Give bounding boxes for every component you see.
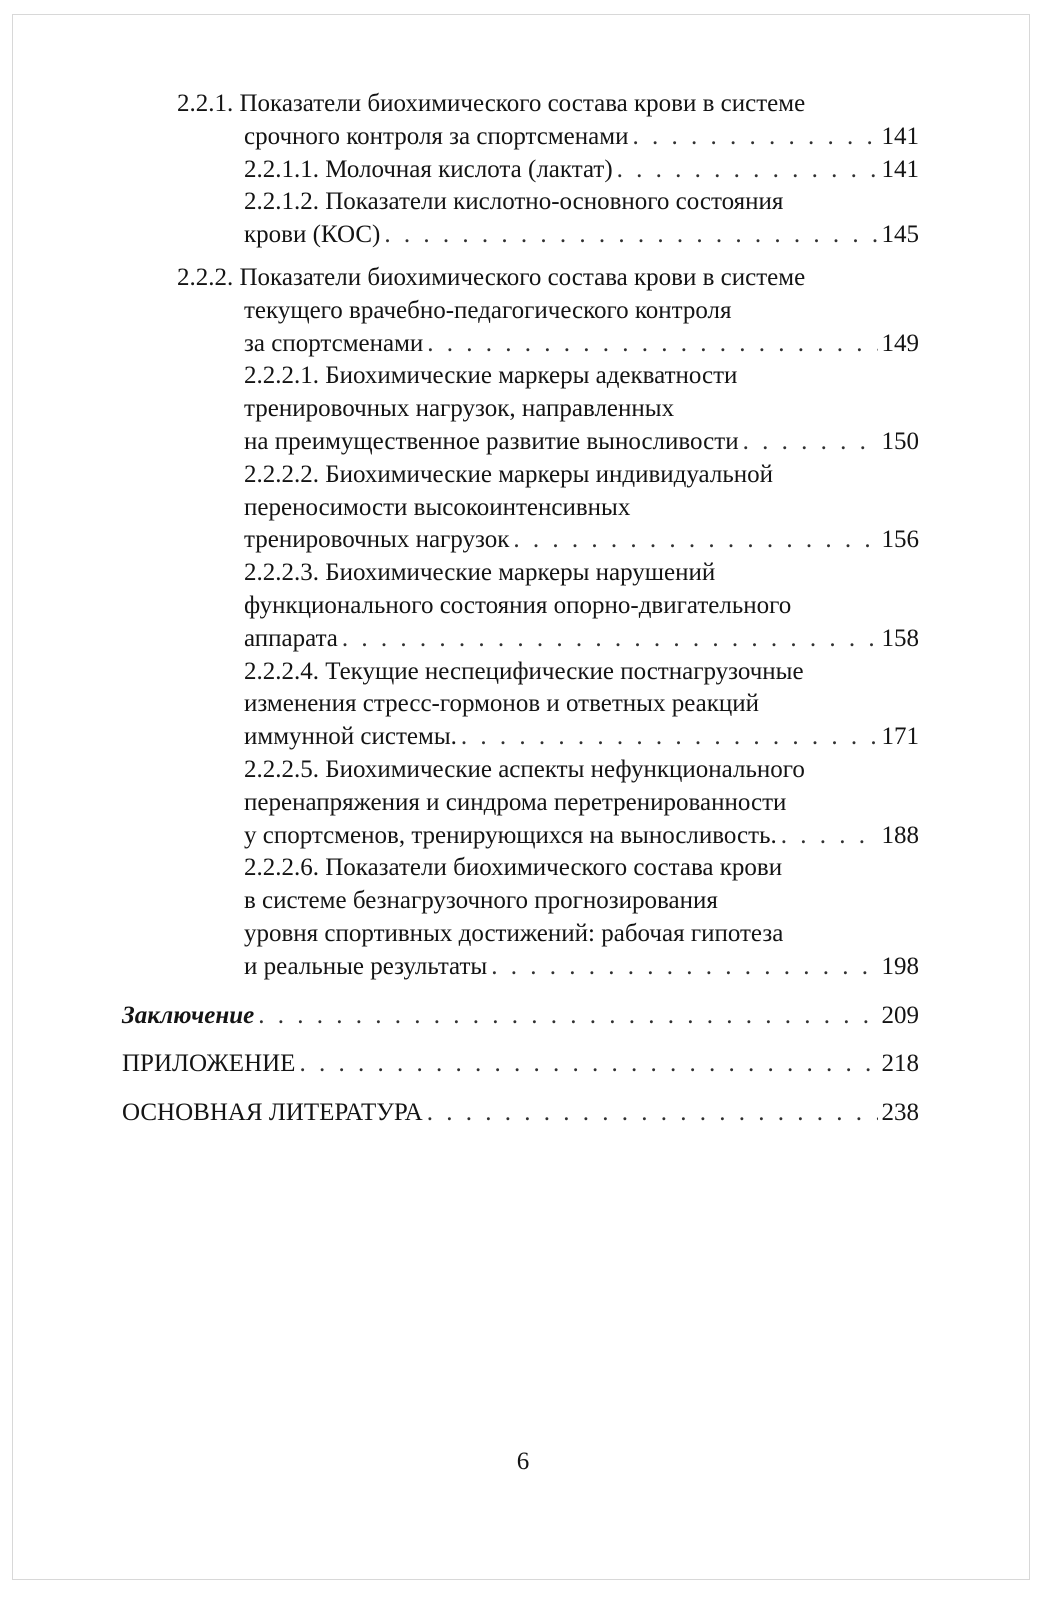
- leader-dots: [743, 426, 878, 459]
- toc-entry-lastline: [244, 154, 919, 187]
- toc-entry-line: перенапряжения и синдрома перетренированности: [244, 788, 787, 816]
- toc-entry-2-2-2-4[interactable]: [122, 656, 919, 754]
- toc-entry-lastline: [244, 623, 919, 656]
- toc-page-number: 171: [881, 723, 919, 751]
- toc-entry-lastline: [122, 1097, 919, 1130]
- toc-entry-lastline: [177, 121, 919, 154]
- toc-entry-appendix[interactable]: [122, 1048, 919, 1081]
- toc-entry-2-2-1-1[interactable]: [122, 154, 919, 187]
- toc-entry-line: 2.2.2.4. Текущие неспецифические постнагрузочные: [244, 657, 804, 685]
- spacer: [122, 252, 919, 262]
- toc-entry-2-2-1-2[interactable]: [122, 186, 919, 252]
- toc-entry-line: у спортсменов, тренирующихся на выносливость.: [244, 821, 777, 849]
- toc-page-number: 156: [881, 526, 919, 554]
- spacer: [122, 1032, 919, 1048]
- toc-entry-2-2-2-1[interactable]: [122, 360, 919, 458]
- toc-entry-lastline: [122, 1000, 919, 1033]
- toc-entry-line: на преимущественное развитие выносливости: [244, 427, 739, 455]
- toc-entry-line: иммунной системы.: [244, 723, 457, 751]
- toc-page-number: 188: [881, 821, 919, 849]
- leader-dots: [513, 524, 877, 557]
- toc-entry-line: 2.2.1. Показатели биохимического состава крови в системе: [177, 90, 806, 117]
- spacer: [122, 984, 919, 1000]
- toc-entry-line: 2.2.2. Показатели биохимического состава крови в системе: [177, 263, 806, 291]
- toc-entry-lastline: [122, 1048, 919, 1081]
- toc-entry-line: Заключение: [122, 1001, 255, 1029]
- toc-entry-lastline: [244, 721, 919, 754]
- toc-page-number: 238: [881, 1099, 919, 1127]
- toc-entry-line: 2.2.2.6. Показатели биохимического состава крови: [244, 854, 783, 882]
- toc-page-number: 209: [881, 1001, 919, 1029]
- toc-entry-line: тренировочных нагрузок: [244, 526, 510, 554]
- toc-entry-line: уровня спортивных достижений: рабочая гипотеза: [244, 919, 784, 947]
- toc-entry-2-2-1[interactable]: [122, 88, 919, 154]
- toc-entry-2-2-2-2[interactable]: [122, 459, 919, 557]
- toc-entry-line: аппарата: [244, 624, 338, 652]
- toc-entry-2-2-2-3[interactable]: [122, 557, 919, 655]
- leader-dots: [632, 121, 877, 154]
- toc-entry-line: текущего врачебно-педагогического контроля: [244, 296, 732, 324]
- toc-page-number: 145: [881, 221, 919, 249]
- leader-dots: [491, 951, 877, 984]
- toc-entry-2-2-2-5[interactable]: [122, 754, 919, 852]
- toc-entry-line: за спортсменами: [244, 329, 424, 357]
- toc-entry-lastline: [244, 426, 919, 459]
- leader-dots: [342, 623, 878, 656]
- toc-page-number: 150: [881, 427, 919, 455]
- toc-entry-conclusion[interactable]: [122, 1000, 919, 1033]
- leader-dots: [781, 820, 878, 853]
- toc-entry-2-2-2[interactable]: [122, 262, 919, 360]
- spacer: [122, 1081, 919, 1097]
- leader-dots: [427, 1097, 878, 1130]
- toc-entry-line: и реальные результаты: [244, 952, 488, 980]
- toc-entry-lastline: [177, 328, 919, 361]
- toc-entry-lastline: [244, 820, 919, 853]
- toc-entry-line: 2.2.1.2. Показатели кислотно-основного состояния: [244, 188, 784, 216]
- table-of-contents: [122, 88, 919, 1130]
- leader-dots: [258, 1000, 877, 1033]
- toc-entry-line: ПРИЛОЖЕНИЕ: [122, 1050, 296, 1078]
- toc-page-number: 158: [881, 624, 919, 652]
- toc-entry-line: переносимости высокоинтенсивных: [244, 493, 631, 521]
- page-number: 6: [516, 1448, 530, 1475]
- toc-entry-line: крови (КОС): [244, 221, 381, 249]
- toc-entry-line: функционального состояния опорно-двигательного: [244, 591, 792, 619]
- toc-page-number: 141: [881, 155, 919, 183]
- toc-entry-line: 2.2.2.5. Биохимические аспекты нефункционального: [244, 755, 805, 783]
- toc-entry-line: 2.2.2.2. Биохимические маркеры индивидуальной: [244, 460, 773, 488]
- toc-entry-lastline: [244, 951, 919, 984]
- toc-entry-line: 2.2.2.1. Биохимические маркеры адекватности: [244, 362, 738, 390]
- toc-entry-line: срочного контроля за спортсменами: [244, 122, 629, 150]
- toc-entry-lastline: [244, 219, 919, 252]
- leader-dots: [617, 154, 878, 187]
- leader-dots: [461, 721, 878, 754]
- toc-page-number: 149: [881, 329, 919, 357]
- toc-entry-line: в системе безнагрузочного прогнозирования: [244, 887, 718, 915]
- toc-entry-references[interactable]: [122, 1097, 919, 1130]
- toc-page-number: 218: [881, 1050, 919, 1078]
- toc-entry-2-2-2-6[interactable]: [122, 852, 919, 983]
- toc-entry-lastline: [244, 524, 919, 557]
- toc-page-number: 141: [881, 122, 919, 150]
- toc-page-number: 198: [881, 952, 919, 980]
- leader-dots: [384, 219, 877, 252]
- toc-entry-line: 2.2.1.1. Молочная кислота (лактат): [244, 155, 613, 183]
- toc-entry-line: ОСНОВНАЯ ЛИТЕРАТУРА: [122, 1099, 423, 1127]
- leader-dots: [427, 328, 877, 361]
- leader-dots: [299, 1048, 877, 1081]
- toc-entry-line: 2.2.2.3. Биохимические маркеры нарушений: [244, 559, 716, 587]
- toc-entry-line: тренировочных нагрузок, направленных: [244, 395, 675, 423]
- toc-entry-line: изменения стресс-гормонов и ответных реакций: [244, 690, 759, 718]
